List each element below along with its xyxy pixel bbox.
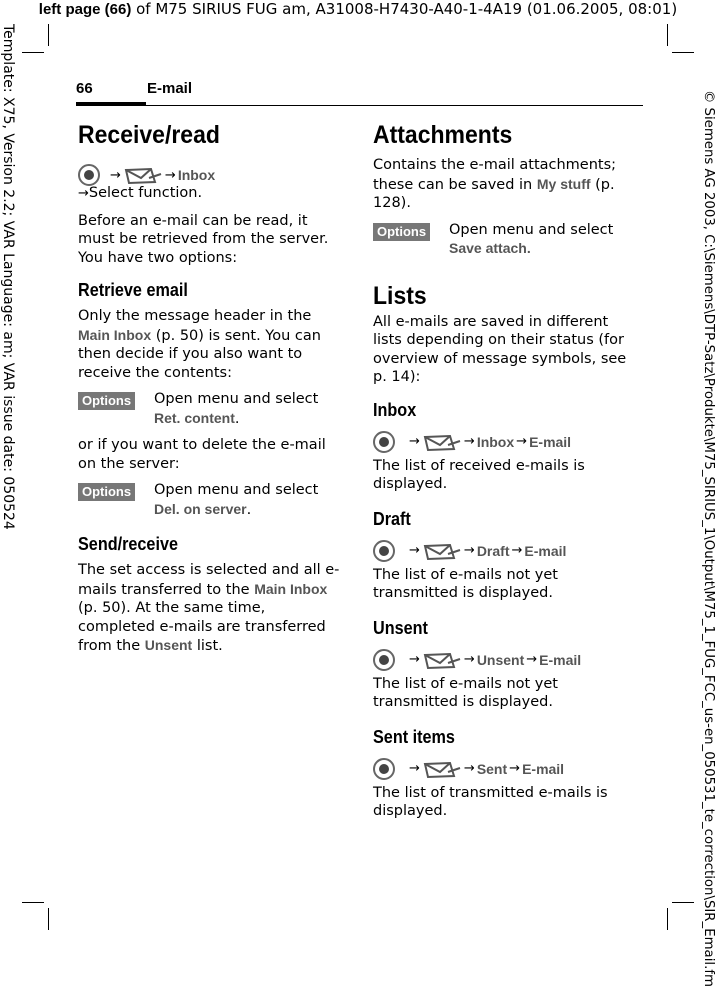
subsection-title-send: Send/receive: [78, 534, 178, 554]
arrow-icon: →: [409, 761, 420, 776]
menu-ref-del-server: Del. on server: [154, 500, 247, 517]
or-text: or if you want to delete the e-mail on the server:: [78, 437, 326, 472]
copyright-note: [701, 90, 716, 987]
crop-mark: [672, 52, 694, 53]
arrow-icon: →: [463, 434, 475, 449]
envelope-icon: [422, 649, 462, 671]
envelope-icon: [422, 431, 462, 453]
section-title-receive: Receive/read: [78, 121, 220, 149]
option-row-ret-content: Options Open menu and select Ret. content.: [78, 390, 346, 428]
option-row-save-attach: [373, 221, 641, 259]
arrow-icon: →: [463, 652, 475, 667]
menu-ref-save-attach: Save attach.: [449, 240, 531, 256]
crop-mark: [667, 908, 668, 930]
document-info-line: [0, 0, 716, 18]
copyright-note-text: © Siemens AG 2003, C:\Siemens\DTP-Satz\Produkte\M75_SIRIUS_1\Output\M75_1_FUG_FCC_us-en_050531_te_correction\SIR_Email.fm: [701, 90, 716, 987]
section-title-attachments: Attachments: [373, 121, 513, 149]
inbox-body: The list of received e-mails is displayed.: [373, 457, 585, 492]
menu-item-email: E-mail: [522, 760, 565, 777]
nav-path-draft: [373, 536, 641, 566]
option-instruction: Open menu and select: [154, 391, 319, 407]
option-instruction: Open menu and select: [154, 482, 319, 498]
arrow-icon: →: [409, 652, 420, 667]
arrow-icon: →: [509, 761, 521, 776]
subsection-title-unsent: Unsent: [373, 617, 428, 638]
attachments-text-2: (p. 128).: [373, 176, 615, 211]
menu-ref-main-inbox: Main Inbox: [254, 580, 328, 597]
arrow-icon: →: [463, 543, 475, 558]
crop-mark: [48, 908, 49, 930]
crop-mark: [672, 902, 694, 903]
send-body: [78, 561, 346, 656]
retrieve-text-2: (p. 50) is sent. You can then decide if you also want to receive the contents:: [78, 327, 321, 381]
arrow-icon: →: [164, 167, 176, 183]
sent-body: The list of transmitted e-mails is displayed.: [373, 784, 608, 819]
subsection-title-retrieve: Retrieve email: [78, 280, 188, 300]
nav-path-sent: [373, 754, 641, 784]
retrieve-body: [78, 307, 346, 382]
arrow-icon: →: [511, 543, 523, 558]
options-softkey: Options: [373, 223, 430, 241]
option-row-del-server: Options Open menu and select Del. on server.: [78, 481, 346, 519]
page-number: 66: [76, 80, 93, 97]
crop-mark: [48, 24, 49, 46]
unsent-body: The list of e-mails not yet transmitted is displayed.: [373, 675, 558, 710]
document-source: of M75 SIRIUS FUG am, A31008-H7430-A40-1-4A19 (01.06.2005, 08:01): [131, 0, 678, 18]
header-rule: [76, 105, 643, 106]
nav-instruction: [78, 184, 346, 204]
menu-ref-my-stuff: My stuff: [536, 175, 591, 192]
menu-item-email: E-mail: [529, 433, 572, 450]
left-column: [78, 120, 346, 656]
menu-item-email: E-mail: [524, 542, 567, 559]
right-column: [373, 120, 641, 821]
nav-key-icon: [373, 758, 395, 780]
menu-ref-ret-content: Ret. content: [154, 409, 235, 426]
nav-instruction-text: Select function.: [88, 185, 203, 201]
menu-item-unsent: Unsent: [476, 651, 525, 668]
options-softkey: Options: [78, 392, 135, 410]
arrow-icon: →: [409, 543, 420, 558]
nav-key-icon: [373, 649, 395, 671]
nav-path-unsent: [373, 645, 641, 675]
send-text-1: The set access is selected and all e-mails transferred to the: [78, 562, 340, 598]
nav-key-icon: [78, 164, 100, 186]
envelope-icon: [123, 164, 163, 186]
crop-mark: [22, 902, 44, 903]
nav-path-inbox: [373, 427, 641, 457]
section-title-lists: Lists: [373, 281, 427, 310]
menu-ref-unsent: Unsent: [144, 637, 193, 653]
lists-body: All e-mails are saved in different lists depending on their status (for overview of message symbols, see p. 14):: [373, 313, 627, 385]
send-text-3: list.: [192, 638, 223, 654]
option-instruction: Open menu and select: [449, 221, 614, 238]
arrow-icon: →: [516, 434, 528, 449]
template-note: [0, 24, 16, 530]
envelope-icon: [422, 540, 462, 562]
page-label: left page (66): [38, 1, 132, 18]
arrow-icon: →: [110, 167, 121, 183]
send-text-2: (p. 50). At the same time, completed e-mails are transferred from the: [78, 600, 326, 654]
subsection-title-inbox: Inbox: [373, 399, 417, 420]
crop-mark: [22, 52, 44, 53]
receive-body: Before an e-mail can be read, it must be retrieved from the server. You have two options:: [78, 212, 329, 266]
arrow-icon: →: [526, 652, 538, 667]
subsection-title-sent: Sent items: [373, 726, 455, 747]
options-softkey: Options: [78, 483, 135, 501]
subsection-title-draft: Draft: [373, 508, 411, 529]
running-head: E-mail: [147, 80, 193, 97]
menu-item-inbox: Inbox: [476, 433, 515, 450]
retrieve-text-1: Only the message header in the: [78, 308, 312, 324]
arrow-icon: →: [78, 186, 89, 201]
crop-mark: [667, 24, 668, 46]
template-note-text: Template: X75, Version 2.2; VAR Language: am; VAR issue date: 050524: [0, 24, 16, 530]
menu-item-inbox: Inbox: [177, 167, 216, 183]
draft-body: The list of e-mails not yet transmitted is displayed.: [373, 566, 558, 601]
arrow-icon: →: [409, 434, 420, 449]
menu-item-email: E-mail: [539, 651, 582, 668]
envelope-icon: [422, 758, 462, 780]
nav-key-icon: [373, 540, 395, 562]
nav-key-icon: [373, 431, 395, 453]
arrow-icon: →: [463, 761, 475, 776]
attachments-text-1: Contains the e-mail attachments; these can be saved in: [373, 157, 617, 193]
menu-ref-main-inbox: Main Inbox: [78, 326, 152, 343]
attachments-body: [373, 156, 641, 213]
menu-item-sent: Sent: [476, 760, 508, 777]
menu-item-draft: Draft: [476, 542, 510, 559]
